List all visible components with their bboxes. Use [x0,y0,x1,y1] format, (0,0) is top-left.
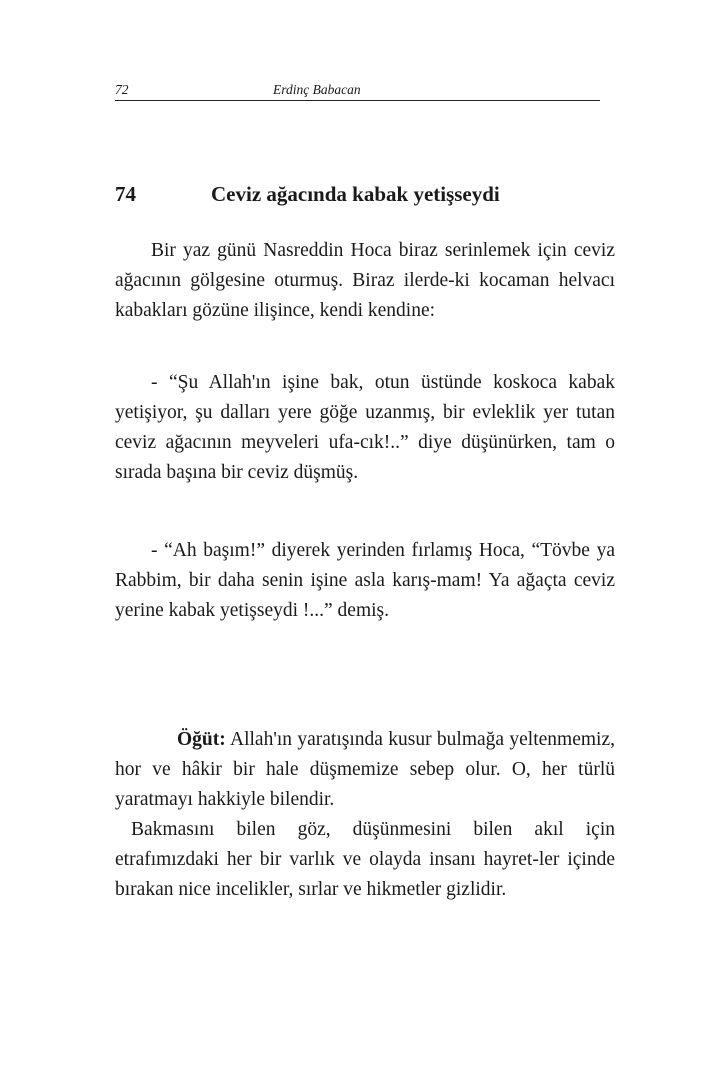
chapter-number: 74 [115,182,136,206]
story-paragraph-3: - “Ah başım!” diyerek yerinden fırlamış Hoca, “Tövbe ya Rabbim, bir daha senin işine asla karış-mam! Ya ağaçta ceviz yerine kabak yetişseydi !...” demiş. [115,540,615,621]
advice-paragraph-2: Bakmasını bilen göz, düşünmesini bilen akıl için etrafımızdaki her bir varlık ve olayda insanı hayret-ler içinde bırakan nice incelikler, sırlar ve hikmetler gizlidir. [115,819,615,900]
running-header [115,82,600,101]
story-paragraph-1: Bir yaz günü Nasreddin Hoca biraz serinlemek için ceviz ağacının gölgesine oturmuş. Biraz ilerde-ki kocaman helvacı kabakları gözüne ilişince, kendi kendine: [115,240,615,321]
advice-text-1: Allah'ın yaratışında kusur bulmağa yeltenmemiz, hor ve hâkir bir hale düşmemize sebep olur. O, her türlü yaratmayı hakkiyle bilendir. [115,729,615,810]
story-paragraph-2: - “Şu Allah'ın işine bak, otun üstünde koskoca kabak yetişiyor, şu dalları yere göğe uzanmış, bir evleklik yer tutan ceviz ağacının meyveleri ufa-cık!..” diye düşünürken, tam o sırada başına bir ceviz düşmüş. [115,372,615,483]
author-name: Erdinç Babacan [273,82,361,97]
advice-label: Öğüt: [177,729,226,750]
page-number: 72 [115,82,129,97]
advice-paragraph-1 [115,725,615,815]
chapter-heading [115,182,615,207]
advice-section [115,725,615,905]
chapter-title: Ceviz ağacında kabak yetişseydi [211,182,500,206]
